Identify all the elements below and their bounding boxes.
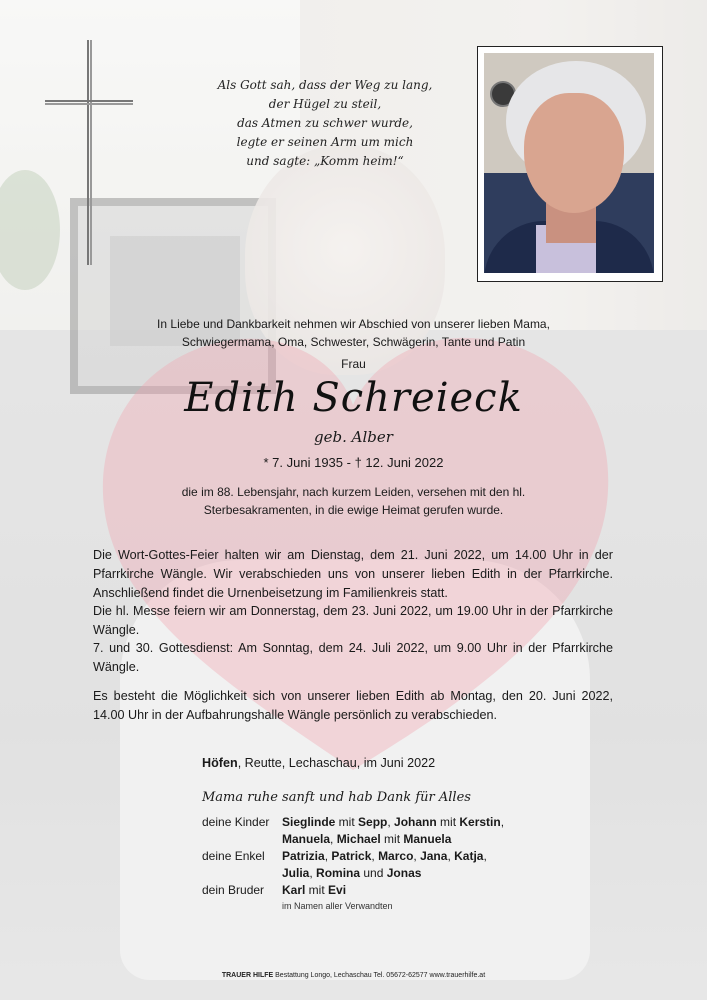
family-member-name: Johann (394, 815, 437, 829)
family-list (202, 814, 562, 899)
family-row-brother (202, 882, 562, 899)
poem-line: legte er seinen Arm um mich (236, 135, 414, 149)
name-connector: mit (380, 832, 404, 846)
signoff: im Namen aller Verwandten (282, 901, 393, 911)
family-member-name: Marco (378, 849, 414, 863)
family-row-children-cont (202, 831, 562, 848)
funeral-service-paragraph: Die Wort-Gottes-Feier halten wir am Dienstag, dem 21. Juni 2022, um 14.00 Uhr in der Pfarrkirche Wängle. Wir verabschieden uns von unserer lieben Edith in der Pfarrkirche. Anschließend findet die Urnenbeisetzung im Familienkreis statt. (93, 548, 613, 600)
family-member-name: Manuela (282, 832, 331, 846)
family-row-grandchildren (202, 848, 562, 865)
name-connector: , (324, 849, 332, 863)
family-row-children (202, 814, 562, 831)
relation-names (282, 814, 562, 831)
family-member-name: Romina (316, 866, 361, 880)
relation-names (282, 831, 562, 848)
name-connector: mit (305, 883, 329, 897)
name-connector: , (371, 849, 379, 863)
name-connector: , (483, 849, 487, 863)
relation-label: deine Enkel (202, 849, 265, 863)
intro-text: In Liebe und Dankbarkeit nehmen wir Abschied von unserer lieben Mama, Schwiegermama, Oma, Schwester, Schwägerin, Tante und Patin (157, 317, 550, 349)
memorial-service-paragraph: 7. und 30. Gottesdienst: Am Sonntag, dem 24. Juli 2022, um 9.00 Uhr in der Pfarrkirche Wängle. (93, 641, 613, 674)
footer-brand: TRAUER HILFE (221, 972, 274, 979)
family-member-name: Sieglinde (282, 815, 336, 829)
name-connector: , (500, 815, 505, 829)
life-dates: * 7. Juni 1935 - † 12. Juni 2022 (263, 455, 444, 470)
mass-paragraph: Die hl. Messe feiern wir am Donnerstag, dem 23. Juni 2022, um 19.00 Uhr in der Pfarrkirche Wängle. (93, 604, 613, 637)
poem-line: der Hügel zu steil, (268, 97, 382, 111)
family-member-name: Manuela (403, 832, 452, 846)
family-member-name: Evi (328, 883, 347, 897)
footer-imprint (0, 972, 707, 979)
passing-text: die im 88. Lebensjahr, nach kurzem Leiden, versehen mit den hl. Sterbesakramenten, in die ewige Heimat gerufen wurde. (181, 485, 526, 517)
relation-names (282, 882, 562, 899)
place-date (202, 756, 502, 770)
maiden-name: geb. Alber (314, 428, 393, 446)
poem (200, 76, 450, 171)
place-bold: Höfen (202, 756, 238, 770)
salutation: Frau (341, 357, 366, 371)
family-member-name: Michael (336, 832, 381, 846)
name-connector: mit (335, 815, 359, 829)
motto: Mama ruhe sanft und hab Dank für Alles (202, 790, 471, 805)
family-member-name: Patrick (331, 849, 372, 863)
relation-label: deine Kinder (202, 815, 270, 829)
name-connector: , (309, 866, 317, 880)
relation-names (282, 848, 562, 865)
name-connector: , (330, 832, 337, 846)
name-connector: , (447, 849, 455, 863)
name-connector: und (360, 866, 387, 880)
family-member-name: Jonas (386, 866, 422, 880)
poem-line: und sagte: „Komm heim!“ (246, 154, 404, 168)
family-member-name: Julia (282, 866, 310, 880)
family-member-name: Kerstin (459, 815, 501, 829)
family-member-name: Karl (282, 883, 306, 897)
family-member-name: Katja (454, 849, 484, 863)
footer-contact: Bestattung Longo, Lechaschau Tel. 05672-62577 www.trauerhilfe.at (273, 972, 486, 979)
family-row-grandchildren-cont (202, 865, 562, 882)
family-member-name: Patrizia (282, 849, 325, 863)
poem-line: Als Gott sah, dass der Weg zu lang, (217, 78, 433, 92)
cross-icon (45, 40, 135, 265)
relation-names (282, 865, 562, 882)
name-connector: mit (436, 815, 460, 829)
relation-label: dein Bruder (202, 883, 265, 897)
viewing-paragraph: Es besteht die Möglichkeit sich von unserer lieben Edith ab Montag, den 20. Juni 2022, 14.00 Uhr in der Aufbahrungshalle Wängle persönlich zu verabschieden. (93, 689, 613, 722)
portrait-photo (477, 46, 663, 282)
family-member-name: Sepp (358, 815, 388, 829)
family-member-name: Jana (420, 849, 448, 863)
place-rest: , Reutte, Lechaschau, im Juni 2022 (237, 756, 436, 770)
name-connector: , (387, 815, 395, 829)
poem-line: das Atmen zu schwer wurde, (237, 116, 413, 130)
deceased-name: Edith Schreieck (184, 375, 523, 421)
name-connector: , (413, 849, 421, 863)
